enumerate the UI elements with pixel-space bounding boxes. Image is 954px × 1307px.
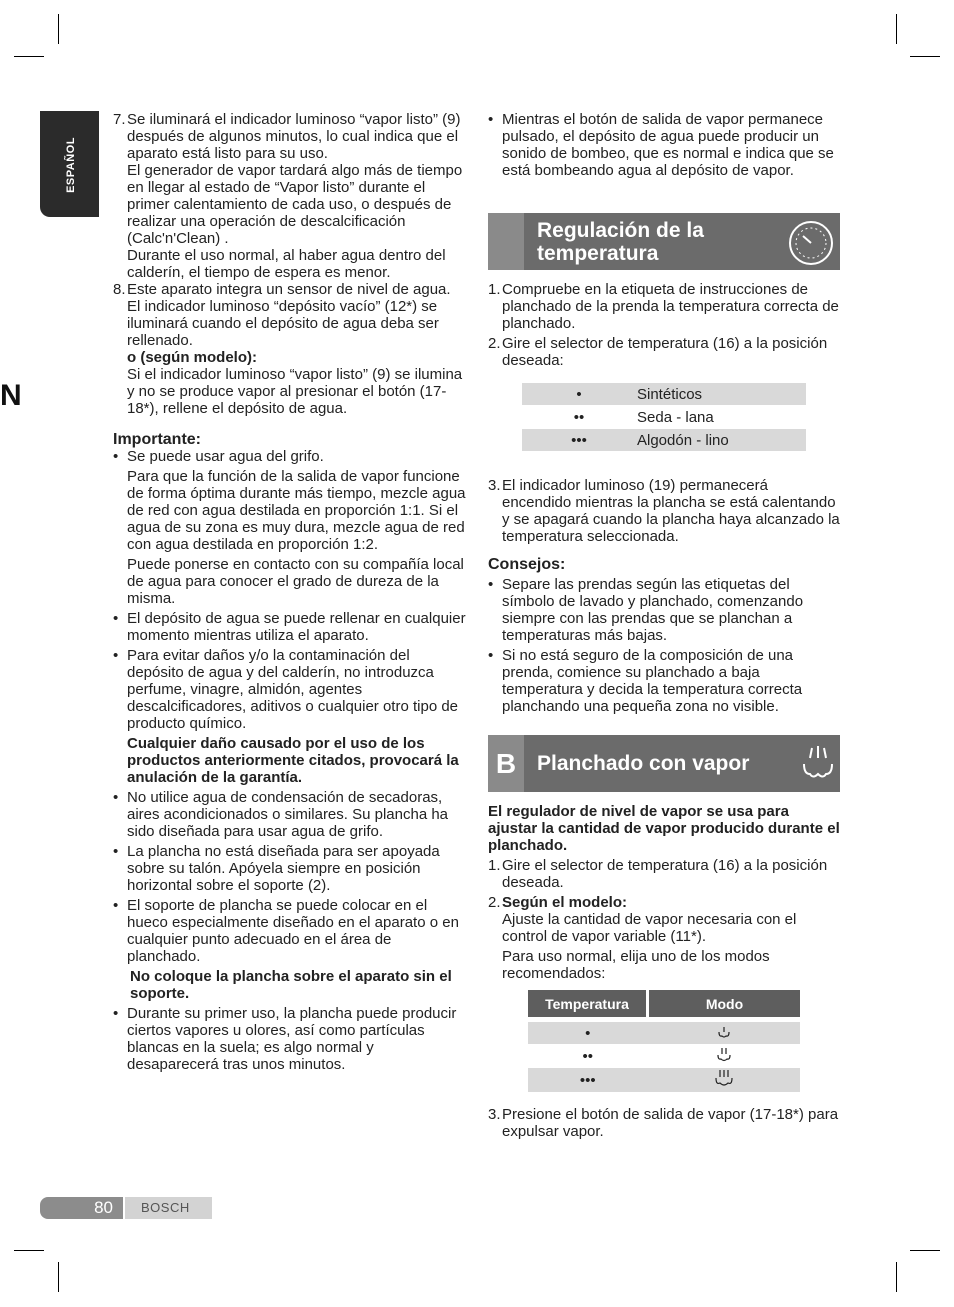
- list-item: 1. Compruebe en la etiqueta de instrucciones de planchado de la prenda la temperatura correcta de planchado.: [488, 281, 839, 332]
- crop-mark: [58, 14, 59, 44]
- bullet-item: • Para evitar daños y/o la contaminación del depósito de agua y del calderín, no introduzca perfume, vinagre, almidón, agentes descalcificadores, aditivos o cualquier otro tipo de producto químico. Cualquier daño causado por el uso de los productos anteriormente citados, provocará la anulación de la garantía.: [113, 647, 467, 786]
- dots-cell: •••: [571, 431, 587, 449]
- steam-low-icon: [648, 1022, 801, 1044]
- brand-box: [125, 1197, 212, 1219]
- list-item: 3. El indicador luminoso (19) permanecerá encendido mientras la plancha se está calentando y se apagará cuando la plancha haya alcanzado la temperatura seleccionada.: [488, 477, 840, 545]
- paragraph: La plancha no está diseñada para ser apoyada sobre su talón. Apóyela siempre en posición horizontal sobre el soporte (2).: [127, 843, 440, 894]
- steam-high-icon: [648, 1068, 801, 1092]
- paragraph: Para que la función de la salida de vapor funcione de forma óptima durante más tiempo, mezcle agua de red con agua destilada en proporción 1:1. Si el agua de su zona es muy dura, mezcle agua de red con agua destilada en proporción 1:2.: [127, 468, 466, 553]
- section-title: temperatura: [537, 242, 659, 265]
- fabric-cell: Seda - lana: [637, 408, 714, 426]
- table-row: [522, 383, 806, 405]
- paragraph: Si el indicador luminoso “vapor listo” (9) se ilumina y no se produce vapor al presionar el botón (17-18*), rellene el depósito de agua.: [127, 366, 463, 417]
- paragraph: Para evitar daños y/o la contaminación del depósito de agua y del calderín, no introduzca perfume, vinagre, almidón, agentes descalcificadores, aditivos o cualquier otro tipo de producto químico.: [127, 647, 459, 732]
- table-row: [528, 1068, 800, 1092]
- crop-mark: [910, 56, 940, 57]
- brand-label: BOSCH: [141, 1200, 190, 1215]
- dots-cell: ••: [582, 1047, 593, 1065]
- warning-paragraph: Cualquier daño causado por el uso de los productos anteriormente citados, provocará la anulación de la garantía.: [127, 735, 459, 786]
- list-item: [113, 111, 467, 281]
- dots-cell: •: [585, 1024, 591, 1042]
- paragraph: Durante el uso normal, al haber agua dentro del calderín, el tiempo de espera es menor.: [127, 247, 446, 281]
- list-item: 2. Gire el selector de temperatura (16) a la posición deseada:: [488, 335, 840, 369]
- section-letter: B: [495, 747, 517, 779]
- section-header-temperature: [488, 213, 840, 270]
- steam-icon: [800, 744, 836, 782]
- intro-paragraph: El regulador de nivel de vapor se usa para ajustar la cantidad de vapor producido durante el planchado.: [488, 803, 840, 854]
- paragraph: Presione el botón de salida de vapor (17-18*) para expulsar vapor.: [502, 1106, 839, 1140]
- paragraph: Gire el selector de temperatura (16) a la posición deseada:: [502, 335, 828, 369]
- bullet-item: • Mientras el botón de salida de vapor permanece pulsado, el depósito de agua puede producir un sonido de bombeo, que es normal e indica que se está bombeando agua al depósito de vapor.: [488, 111, 838, 179]
- page-number-box: [40, 1197, 123, 1219]
- paragraph: Puede ponerse en contacto con su compañía local de agua para conocer el grado de dureza de la misma.: [127, 556, 464, 607]
- column-header: Temperatura: [528, 990, 648, 1017]
- list-item: 3. Presione el botón de salida de vapor (17-18*) para expulsar vapor.: [488, 1106, 839, 1140]
- dots-cell: •••: [579, 1071, 596, 1089]
- temperature-table: [522, 383, 806, 451]
- temperature-step-3: [488, 477, 840, 715]
- paragraph: Para uso normal, elija uno de los modos recomendados:: [502, 948, 770, 982]
- steam-steps: [488, 803, 840, 982]
- temperature-dial-icon: [788, 220, 834, 266]
- paragraph: Compruebe en la etiqueta de instrucciones de planchado de la prenda la temperatura correcta de planchado.: [502, 281, 839, 332]
- page-number: 80: [94, 1198, 113, 1217]
- steam-mode-table: [528, 990, 800, 1092]
- paragraph: El depósito de agua se puede rellenar en cualquier momento mientras utiliza el aparato.: [127, 610, 466, 644]
- left-column: [113, 111, 467, 1073]
- paragraph: Gire el selector de temperatura (16) a la posición deseada.: [502, 857, 828, 891]
- table-header-row: [528, 990, 800, 1017]
- warning-paragraph: No coloque la plancha sobre el aparato sin el soporte.: [130, 968, 452, 1002]
- right-top: [488, 111, 838, 179]
- paragraph: El soporte de plancha se puede colocar en el hueco especialmente diseñado en el aparato o en cualquier punto adecuado en el área de planchado.: [127, 897, 459, 965]
- steam-medium-icon: [648, 1044, 801, 1068]
- item-number: 7.: [113, 111, 126, 128]
- paragraph: No utilice agua de condensación de secadoras, aires acondicionados o similares. Su plancha ha sido diseñada para usar agua de grifo.: [127, 789, 449, 840]
- table-row: [528, 1022, 800, 1044]
- crop-mark: [14, 1250, 44, 1251]
- temperature-steps: [488, 281, 840, 369]
- list-item: 2. Según el modelo: Ajuste la cantidad de vapor necesaria con el control de vapor variable (11*). Para uso normal, elija uno de los modos recomendados:: [488, 894, 840, 982]
- paragraph: Según el modelo:: [502, 894, 628, 911]
- paragraph: o (según modelo):: [127, 349, 257, 366]
- section-title: Regulación de la: [537, 219, 704, 242]
- section-title: Planchado con vapor: [537, 752, 750, 775]
- consejos-heading: Consejos:: [488, 556, 566, 573]
- bullet-item: • Si no está seguro de la composición de una prenda, comience su planchado a baja temperatura y decida la temperatura correcta planchando una pequeña zona no visible.: [488, 647, 840, 715]
- fabric-cell: Algodón - lino: [637, 431, 729, 449]
- paragraph: Durante su primer uso, la plancha puede producir ciertos vapores u olores, así como partículas blancas en la suela; es algo normal y desaparecerá tras unos minutos.: [127, 1005, 457, 1073]
- bullet-item: • La plancha no está diseñada para ser apoyada sobre su talón. Apóyela siempre en posición horizontal sobre el soporte (2).: [113, 843, 467, 894]
- paragraph: Separe las prendas según las etiquetas del símbolo de lavado y planchado, comenzando siempre con las prendas que se planchan a temperaturas más bajas.: [502, 576, 804, 644]
- section-header-steam: [488, 735, 840, 792]
- edge-letter: N: [0, 379, 22, 412]
- paragraph: Se puede usar agua del grifo.: [127, 448, 324, 465]
- paragraph: El indicador luminoso (19) permanecerá encendido mientras la plancha se está calentando y se apagará cuando la plancha haya alcanzado la temperatura seleccionada.: [502, 477, 840, 545]
- paragraph: Se iluminará el indicador luminoso “vapor listo” (9) después de algunos minutos, lo cual indica que el aparato está listo para su uso.: [127, 111, 461, 162]
- bullet-item: • Durante su primer uso, la plancha puede producir ciertos vapores u olores, así como partículas blancas en la suela; es algo normal y desaparecerá tras unos minutos.: [113, 1005, 467, 1073]
- item-number: 8.: [113, 281, 126, 298]
- bullet-item: • No utilice agua de condensación de secadoras, aires acondicionados o similares. Su plancha ha sido diseñada para usar agua de grifo.: [113, 789, 467, 840]
- crop-mark: [896, 1262, 897, 1292]
- list-item: [113, 281, 467, 417]
- fabric-cell: Sintéticos: [637, 385, 703, 403]
- paragraph: Este aparato integra un sensor de nivel de agua. El indicador luminoso “depósito vacío” (12*) se iluminará cuando el depósito de agua deba ser rellenado.: [127, 281, 451, 349]
- dots-cell: ••: [573, 408, 585, 426]
- crop-mark: [14, 56, 44, 57]
- language-tab-label: ESPAÑOL: [65, 137, 77, 193]
- importante-heading: Importante:: [113, 431, 201, 448]
- paragraph: El generador de vapor tardará algo más de tiempo en llegar al estado de “Vapor listo” durante el primer calentamiento de cada uso, o después de realizar una operación de descalcificación (Calc'n'Clean) .: [127, 162, 463, 247]
- bullet-item: • El depósito de agua se puede rellenar en cualquier momento mientras utiliza el aparato.: [113, 610, 466, 644]
- list-item: 1. Gire el selector de temperatura (16) a la posición deseada.: [488, 857, 840, 891]
- column-header: Modo: [705, 995, 744, 1012]
- crop-mark: [910, 1250, 940, 1251]
- language-tab: [40, 111, 99, 217]
- crop-mark: [58, 1262, 59, 1292]
- bullet-item: • El soporte de plancha se puede colocar en el hueco especialmente diseñado en el aparato o en cualquier punto adecuado en el área de planchado. No coloque la plancha sobre el aparato sin el soporte.: [113, 897, 467, 1002]
- paragraph: Ajuste la cantidad de vapor necesaria con el control de vapor variable (11*).: [502, 911, 797, 945]
- bullet-item: • Separe las prendas según las etiquetas del símbolo de lavado y planchado, comenzando siempre con las prendas que se planchan a temperaturas más bajas.: [488, 576, 840, 644]
- crop-mark: [896, 14, 897, 44]
- steam-step-3: [488, 1106, 840, 1140]
- dots-cell: •: [576, 385, 582, 403]
- bullet-item: • Se puede usar agua del grifo. Para que la función de la salida de vapor funcione de forma óptima durante más tiempo, mezcle agua de red con agua destilada en proporción 1:1. Si el agua de su zona es muy dura, mezcle agua de red con agua destilada en proporción 1:2. Puede ponerse en contacto con su compañía local de agua para conocer el grado de dureza de la misma.: [113, 448, 466, 607]
- table-row: [522, 429, 806, 451]
- table-row: [522, 405, 806, 429]
- table-row: [528, 1044, 800, 1068]
- paragraph: Mientras el botón de salida de vapor permanece pulsado, el depósito de agua puede producir un sonido de bombeo, que es normal e indica que se está bombeando agua al depósito de vapor.: [502, 111, 834, 179]
- paragraph: Si no está seguro de la composición de una prenda, comience su planchado a baja temperatura y decida la temperatura correcta planchando una pequeña zona no visible.: [502, 647, 803, 715]
